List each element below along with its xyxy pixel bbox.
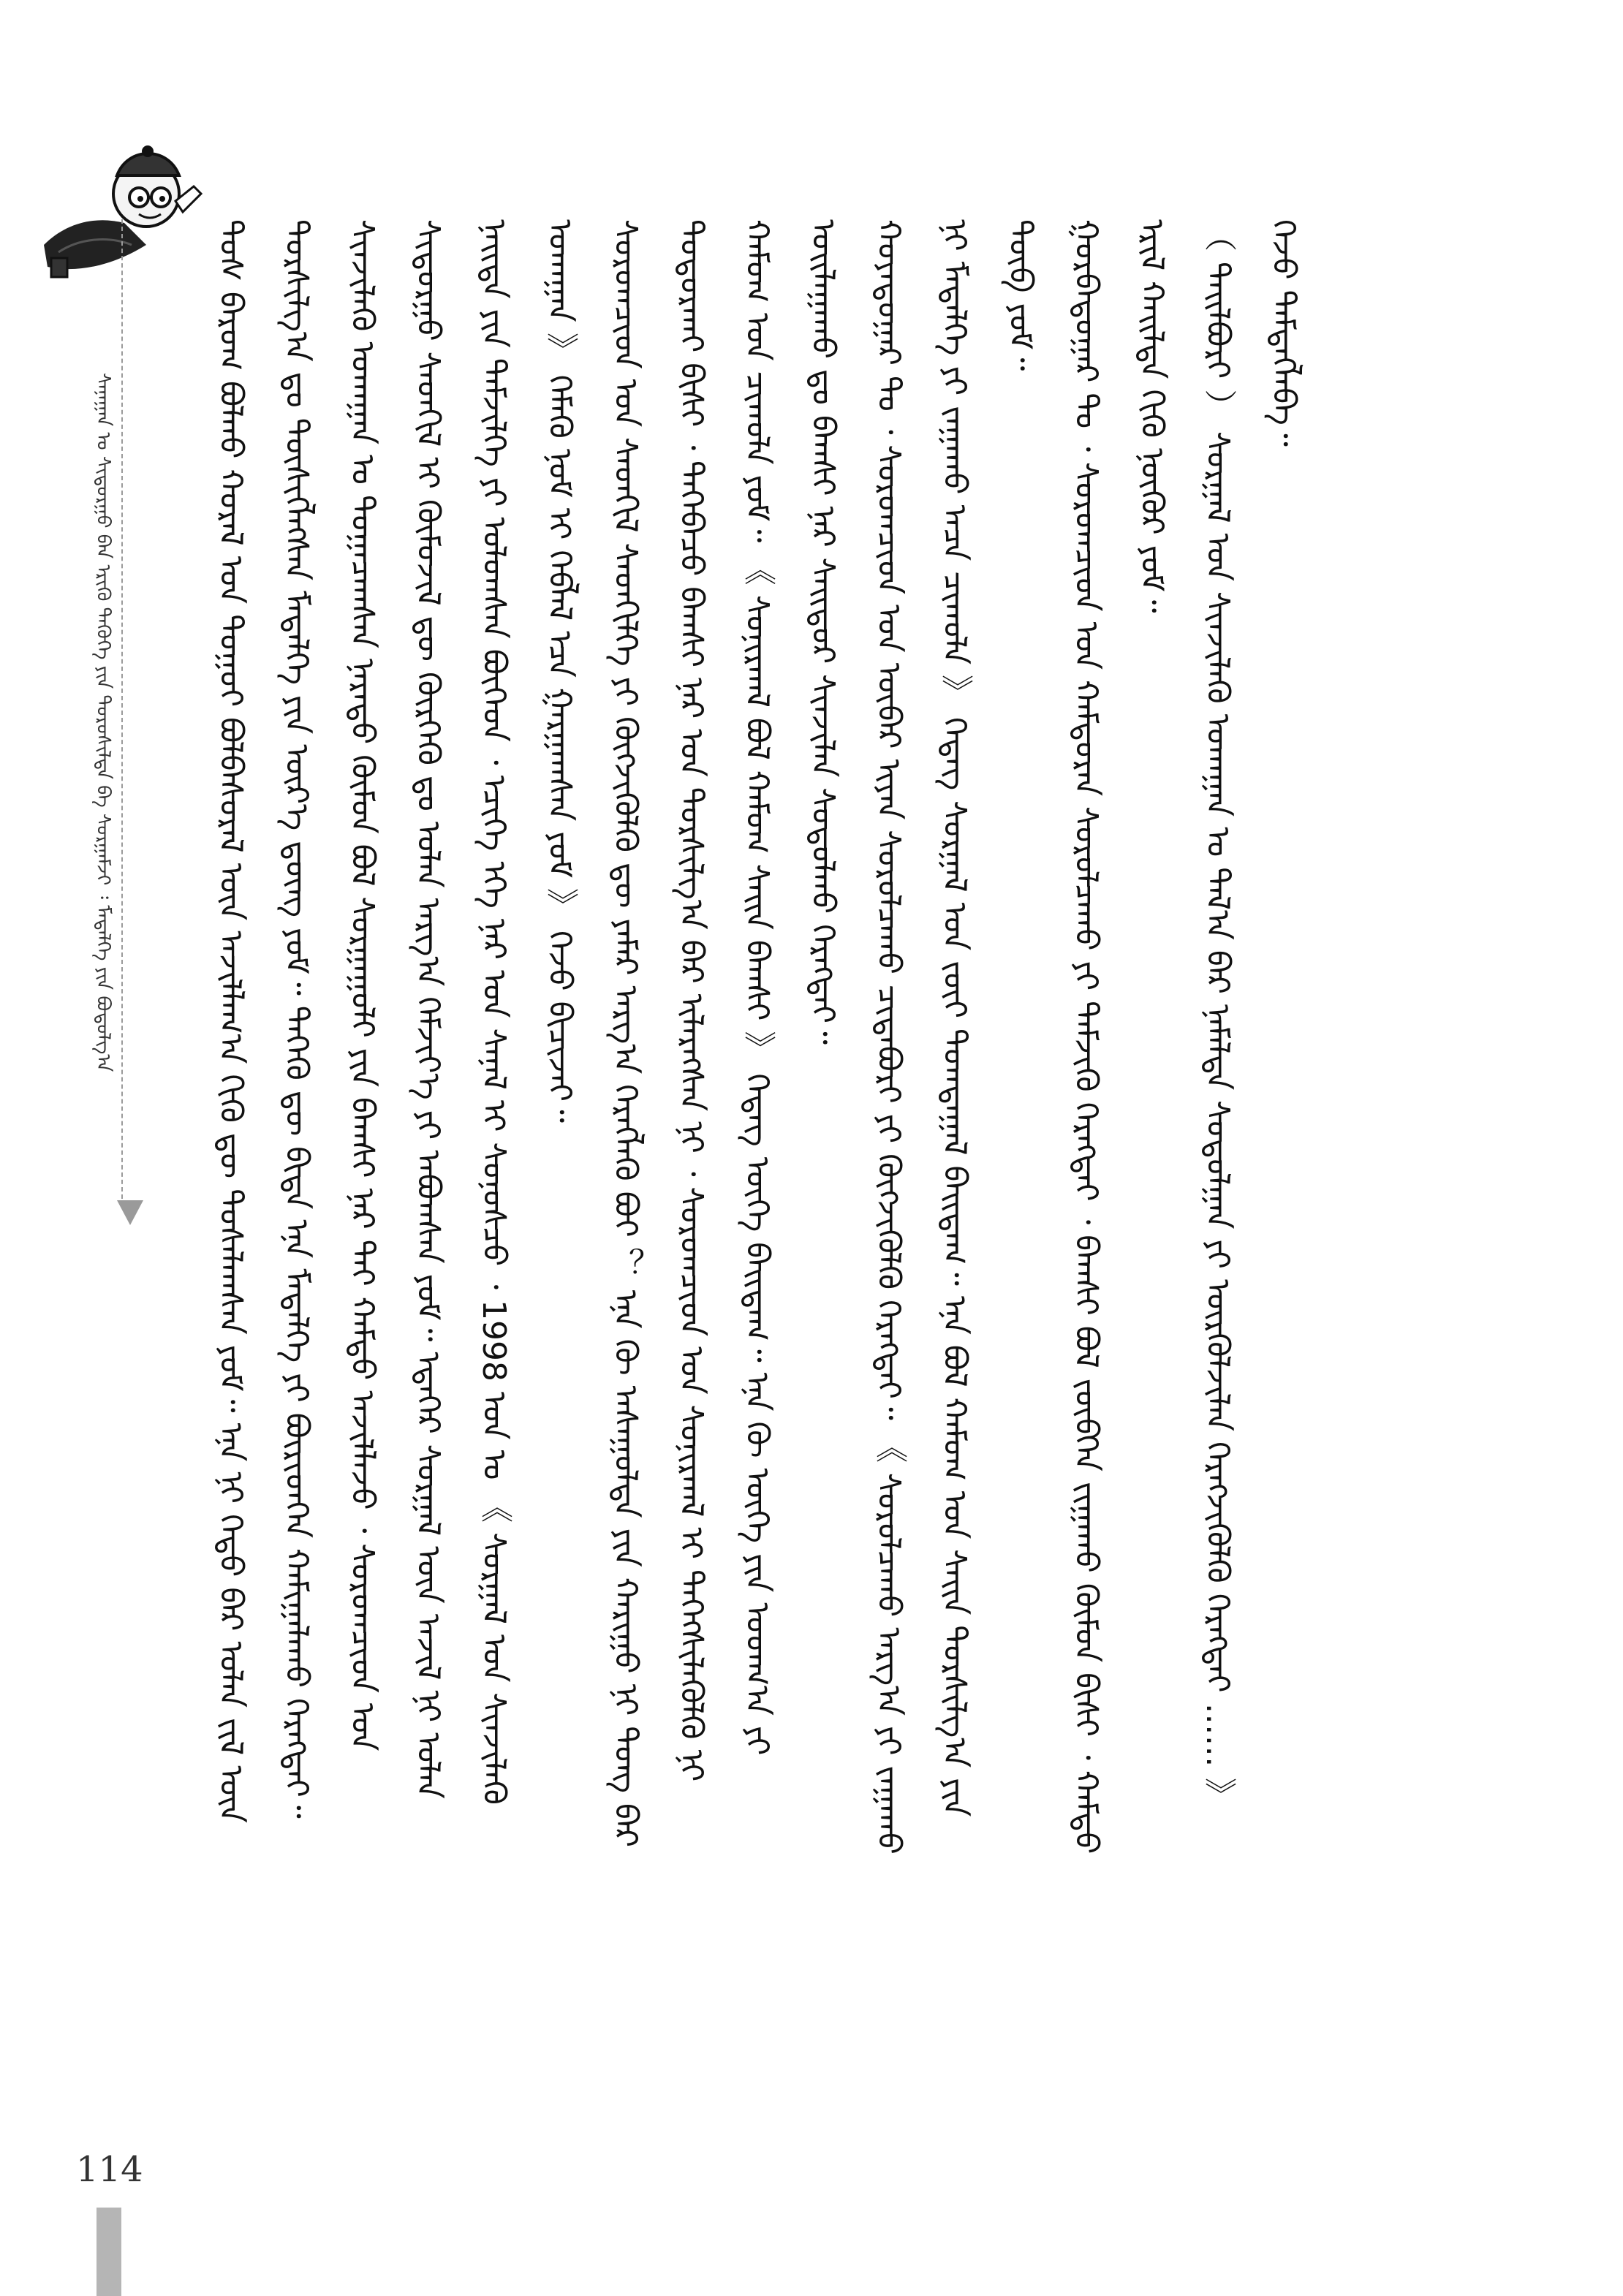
header-triangle-icon [117, 1200, 143, 1225]
body-text [197, 219, 1440, 1864]
paragraph: （ ᠲᠠᠢᠯᠪᠤᠷᠢ ） ᠰᠤᠷᠭᠠᠯ ᠤᠨ ᠰᠢᠨᠵᠢᠯᠡᠬᠦ ᠤᠬᠠᠭᠠᠨ ᠤ ᠲᠠᠯ᠎ᠠ ᠪᠠᠷ ᠨᠡᠮᠡᠯᠲᠡ ᠰᠤᠳᠤᠯᠭᠠᠨ ᠶᠢ ᠦᠷᠭᠦᠯᠵᠢᠯᠡᠨ ᠬᠡᠷᠡᠭᠵᠢᠭᠦᠯᠬᠦ ᠬᠡᠷᠡᠭᠲᠡᠢ …… 》 ᠭᠡᠵᠦ ᠲᠡᠮᠳᠡᠭᠯᠡᠪᠡ᠃ [1199, 219, 1302, 1810]
cartoon-mascot-icon [37, 135, 205, 281]
paragraph: ᠲᠤᠰ ᠪᠠᠷᠤᠭ ᠪᠤᠯᠬᠤ ᠬᠤᠷᠠᠯ ᠤᠨ ᠳᠤᠭᠤᠢ ᠪᠤᠯᠪᠠᠰᠤᠷᠠᠯ ᠦᠨ ᠠᠵᠢᠯᠯᠠᠭ᠎ᠠ ᠬᠢᠬᠦ ᠳᠦ ᠲᠤᠰᠠᠯᠠᠭᠰᠠᠨ ᠶᠤᠮ᠃ ᠡᠨᠡ ᠨᠢ ᠬᠡᠳᠦ ᠪᠡᠷ ᠤᠯᠠᠨ ᠵᠢᠯ ᠦᠨ ᠲᠤᠷᠰᠢᠯᠭ᠎ᠠ ᠳᠤ ᠲᠦᠰᠢᠭᠯᠡᠭᠰᠡᠨ ᠮᠡᠳᠡᠯᠭᠡ ᠶᠢᠨ ᠦᠷ᠎ᠡ ᠳ᠋ᠦᠩ ᠶᠤᠮ᠃ ᠲᠡᠭᠡᠬᠦ ᠳᠦ ᠪᠢᠳᠡ ᠡᠨᠡ ᠮᠡᠳᠡᠯᠭᠡ ᠶᠢ ᠪᠦᠷᠢᠳᠬᠡᠨ ᠬᠠᠮᠢᠭᠠᠯᠠᠬᠤ ᠬᠡᠷᠡᠭᠲᠡᠢ᠃ [212, 219, 315, 1823]
running-header-title: ᠰᠠᠨᠠᠭᠠᠨ ᠤ ᠰᠢᠳᠤᠷᠭᠤ ᠪᠠᠨ ᠡᠷᠢᠬᠦ ᠲᠡᠭᠦᠬᠡ ᠶᠢᠨ ᠲᠤᠷᠤᠰᠢᠯᠲᠠ ᠪᠠ ᠰᠤᠷᠭᠠᠮᠵᠢ ᠄ ᠮᠡᠳᠡᠯᠭᠡ ᠶᠢᠨ ᠪᠤᠳᠤᠯᠭ᠎ᠠ [92, 373, 114, 1072]
paragraph: ᠰᠤᠷᠤᠭᠴᠢᠳ ᠤᠨ ᠰᠡᠳᠬᠢᠯ ᠰᠡᠳᠬᠢᠯᠭᠡ ᠶᠢ ᠬᠦᠭᠵᠢᠭᠦᠯᠬᠦ ᠳᠦ ᠶᠠᠮᠠᠷ ᠠᠷᠭ᠎ᠠ ᠬᠡᠷᠡᠭᠯᠡᠬᠦ ᠪᠤᠢ ？ ᠡᠨᠡ ᠬᠦ ᠠᠰᠠᠭᠤᠯᠲᠠ ᠶᠢᠨ ᠬᠠᠷᠢᠭᠤ ᠨᠢ ᠲᠤᠩ ᠪᠡᠷ ᠲᠣᠳᠣᠷᠬᠠᠢ ᠪᠢᠰᠢ ᠂ ᠲᠡᠭᠡᠪᠡᠴᠦ ᠪᠠᠭᠰᠢ ᠨᠠᠷ ᠤᠨ ᠲᠤᠷᠰᠢᠯᠭ᠎ᠠ ᠪᠠᠷ ᠢᠯᠡᠷᠡᠭᠰᠡᠨ ᠨᠢ ᠂ ᠰᠤᠷᠤᠭᠴᠢᠳ ᠤᠨ ᠰᠤᠨᠢᠷᠬᠠᠯ ᠢ ᠳᠡᠭᠡᠭᠰᠢᠯᠡᠭᠦᠯᠬᠦ ᠨᠢ ᠬᠠᠮᠤᠭ ᠤᠨ ᠴᠢᠬᠤᠯᠠ ᠶᠤᠮ᠃ 《 ᠰᠣᠨᠢᠷᠬᠠᠯ ᠪᠣᠯ ᠬᠠᠮᠤᠭ ᠰᠠᠢᠨ ᠪᠠᠭᠰᠢ 》 ᠭᠡᠳᠡᠭ ᠦᠭᠡ ᠪᠠᠢᠳᠠᠭ᠃ ᠡᠨᠡ ᠬᠦ ᠦᠭᠡ ᠶᠢᠨ ᠤᠳᠬ᠎ᠠ ᠶᠢ ᠣᠢᠯᠠᠭᠠᠬᠤ ᠳᠤ ᠪᠠᠭᠰᠢ ᠨᠠᠷ ᠰᠠᠢᠲᠤᠷ ᠰᠢᠨᠵᠢᠯᠡᠨ ᠰᠤᠳᠤᠯᠬᠤ ᠬᠡᠷᠡᠭᠲᠡᠢ᠃ [607, 219, 841, 1847]
paragraph: ᠭᠤᠷᠪᠠᠳᠤᠭᠠᠷ ᠲᠤ ᠂ ᠰᠤᠷᠤᠭᠴᠢᠳ ᠤᠨ ᠬᠠᠮᠲᠤᠷᠠᠨ ᠰᠤᠷᠤᠯᠴᠠᠬᠤ ᠶᠢ ᠳᠡᠮᠵᠢᠬᠦ ᠬᠡᠷᠡᠭᠲᠡᠢ ᠂ ᠪᠠᠭᠰᠢ ᠪᠣᠯ ᠵᠥᠪᠬᠡᠨ ᠵᠢᠭᠠᠬᠤ ᠬᠦᠮᠦᠨ ᠪᠢᠰᠢ ᠂ ᠬᠠᠮᠲᠤ ᠡᠷᠢᠯ ᠬᠠᠢᠯᠲᠠ ᠬᠢᠬᠦ ᠨᠥᠬᠥᠷ ᠶᠤᠮ᠃ [1067, 219, 1170, 1854]
paragraph: ᠬᠣᠶᠠᠳᠤᠭᠠᠷ ᠲᠤ ᠂ ᠰᠤᠷᠤᠭᠴᠢᠳ ᠤᠨ ᠥᠪᠡᠷ ᠢᠶᠡᠨ ᠰᠤᠷᠤᠯᠴᠠᠬᠤ ᠴᠢᠳᠠᠪᠤᠷᠢ ᠶᠢ ᠬᠥᠭᠵᠢᠭᠦᠯᠬᠦ ᠬᠡᠷᠡᠭᠲᠡᠢ᠃ 《 ᠰᠤᠷᠤᠯᠴᠠᠬᠤ ᠠᠷᠭ᠎ᠠ ᠶᠢ ᠵᠠᠭᠠᠬᠤ ᠨᠢ ᠮᠡᠳᠡᠯᠭᠡ ᠶᠢ ᠵᠠᠭᠠᠬᠤ ᠠᠴᠠ ᠴᠢᠬᠤᠯᠠ 》 ᠭᠡᠳᠡᠭ ᠰᠤᠷᠭᠠᠯ ᠤᠨ ᠵᠦᠢ ᠲᠣᠭᠲᠠᠭᠠᠯ ᠪᠠᠢᠳᠠᠭ᠃ ᠡᠨᠡ ᠪᠣᠯ ᠬᠠᠮᠤᠭ ᠤᠨ ᠰᠠᠢᠨ ᠲᠤᠷᠰᠢᠯᠭ᠎ᠠ ᠶᠢᠨ ᠲᠥᠪ ᠶᠤᠮ᠃ [870, 219, 1039, 1854]
page-edge-bar [97, 2208, 121, 2296]
paragraph: ᠰᠢᠨᠵᠢᠯᠡᠬᠦ ᠤᠬᠠᠭᠠᠨ ᠤ ᠲᠤᠭᠠᠴᠠᠭᠰᠠᠨ ᠨᠡᠷᠡᠲᠦ ᠬᠦᠮᠦᠨ ᠪᠤᠯ ᠰᠤᠷᠭᠠᠭᠤᠯᠢ ᠶᠢᠨ ᠪᠠᠭᠰᠢ ᠨᠠᠷ ᠲᠠᠢ ᠬᠠᠮᠲᠤ ᠠᠵᠢᠯᠯᠠᠵᠤ ᠂ ᠰᠤᠷᠤᠭᠴᠢᠳ ᠤᠨ ᠰᠢᠳᠤᠷᠭᠤ ᠰᠡᠳᠬᠢᠯ ᠢ ᠬᠦᠮᠦᠵᠢᠯ ᠳᠦ ᠬᠦᠷᠭᠡᠬᠦ ᠳᠤ ᠤᠯᠠᠨ ᠠᠷᠭ᠎ᠠ ᠬᠡᠮᠵᠢᠶ᠎ᠡ ᠶᠢ ᠠᠪᠤᠭᠰᠠᠨ ᠶᠤᠮ᠃ ᠡᠳᠡᠭᠡᠷ ᠰᠤᠷᠭᠠᠯ ᠦᠨ ᠠᠵᠢᠯ ᠨᠢ ᠣᠯᠠᠨ ᠨᠡᠢᠲᠡ ᠶᠢᠨ ᠳᠡᠮᠵᠢᠯᠭᠡ ᠶᠢ ᠣᠯᠤᠭᠰᠠᠨ ᠪᠦᠭᠡᠳ ᠂ ᠡᠴᠢᠭᠡ ᠡᠬᠡ ᠨᠠᠷ ᠤᠨ ᠰᠠᠨᠠᠯ ᠢ ᠰᠣᠨᠣᠰᠴᠤ ᠂ 1998 ᠣᠨ ᠤ 《 ᠰᠤᠷᠭᠠᠯ ᠤᠨ ᠰᠢᠨᠵᠢᠯᠡᠬᠦ ᠤᠬᠠᠭᠠᠨ 》 ᠬᠡᠮᠡᠬᠦ ᠨᠣᠮ ᠢ ᠬᠡᠪᠯᠡᠯ ᠡᠴᠡ ᠭᠠᠷᠭᠠᠭᠰᠠᠨ ᠶᠤᠮ 》 ᠭᠡᠵᠦ ᠪᠢᠴᠢᠵᠡᠢ᠃ [344, 219, 578, 1805]
header-dashed-divider [121, 219, 123, 1206]
page-number: 114 [76, 2149, 143, 2190]
